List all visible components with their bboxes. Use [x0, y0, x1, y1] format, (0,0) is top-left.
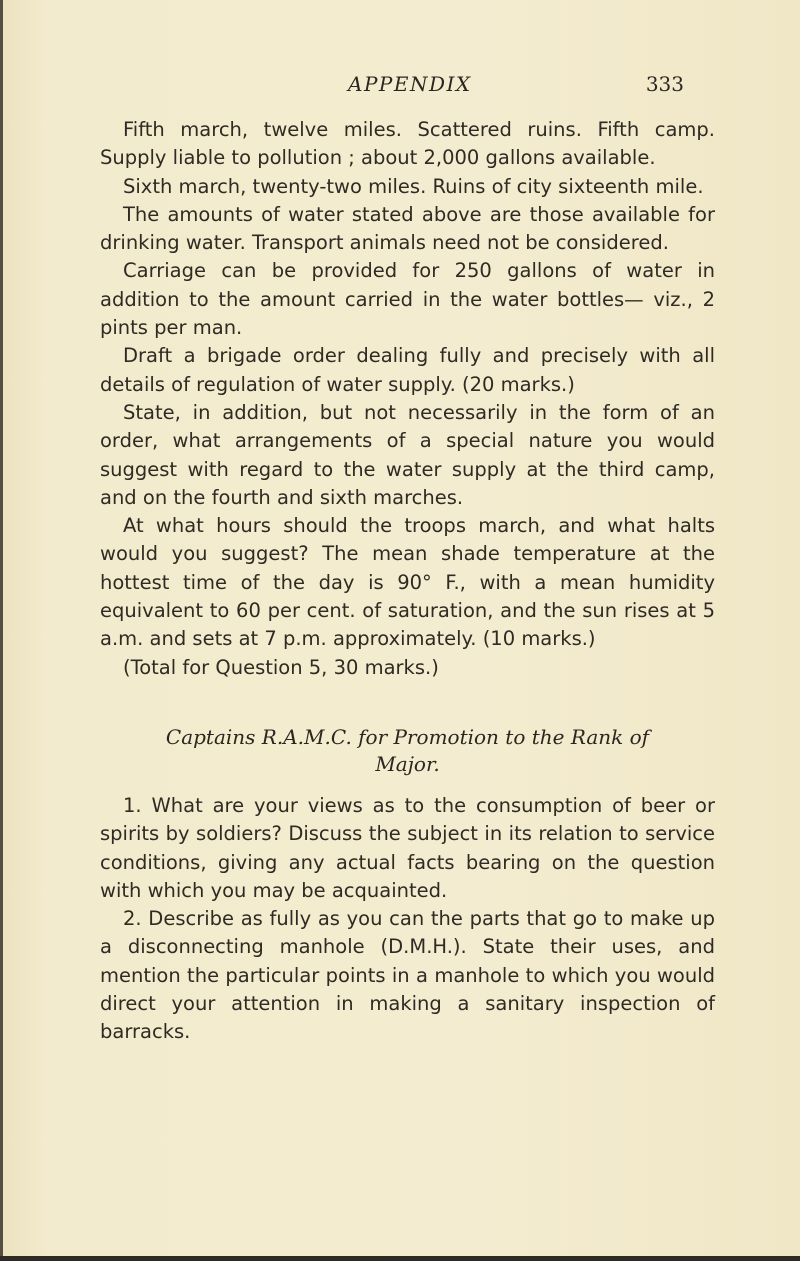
- page-number: 333: [645, 72, 684, 96]
- page-header: [348, 72, 684, 102]
- paragraph-march-hours: At what hours should the troops march, and what halts would you suggest? The mean shade temperature at the hottest time of the day is 90° F., with a mean humidity equivalent to 60 per cent. of saturation, and the sun rises at 5 a.m. and sets at 7 p.m. approximately. (10 marks.): [100, 514, 715, 651]
- page-bottom-edge: [0, 1256, 800, 1261]
- section-heading-line-1: Captains R.A.M.C. for Promotion to the Rank of: [165, 724, 650, 749]
- page-left-edge: [0, 0, 3, 1261]
- paragraph-sixth-march: Sixth march, twenty-two miles. Ruins of city sixteenth mile.: [123, 174, 704, 198]
- question-1: 1. What are your views as to the consumption of beer or spirits by soldiers? Discuss the subject in its relation to service conditions, giving any actual facts bearing on the question with which you may be acquainted.: [100, 793, 715, 902]
- paragraph-total: (Total for Question 5, 30 marks.): [123, 655, 439, 679]
- body-text: [100, 116, 715, 1047]
- paragraph-carriage: Carriage can be provided for 250 gallons of water in addition to the amount carried in the water bottles— viz., 2 pints per man.: [100, 259, 715, 340]
- paragraph-water-amounts: The amounts of water stated above are those available for drinking water. Transport animals need not be considered.: [100, 202, 715, 255]
- question-2: 2. Describe as fully as you can the parts that go to make up a disconnecting manhole (D.M.H.). State their uses, and mention the particular points in a manhole to which you would direct your attention in making a sanitary inspection of barracks.: [100, 907, 715, 1044]
- paragraph-fifth-march: Fifth march, twelve miles. Scattered ruins. Fifth camp. Supply liable to pollution ; about 2,000 gallons available.: [100, 118, 715, 170]
- paragraph-draft-order: Draft a brigade order dealing fully and precisely with all details of regulation of water supply. (20 marks.): [100, 344, 715, 396]
- running-title: APPENDIX: [348, 72, 472, 96]
- section-heading-line-2: Major.: [375, 751, 440, 776]
- section-heading: [100, 724, 715, 778]
- paragraph-special-arrangements: State, in addition, but not necessarily in the form of an order, what arrangements of a special nature you would suggest with regard to the water supply at the third camp, and on the fourth and sixth marches.: [100, 400, 715, 509]
